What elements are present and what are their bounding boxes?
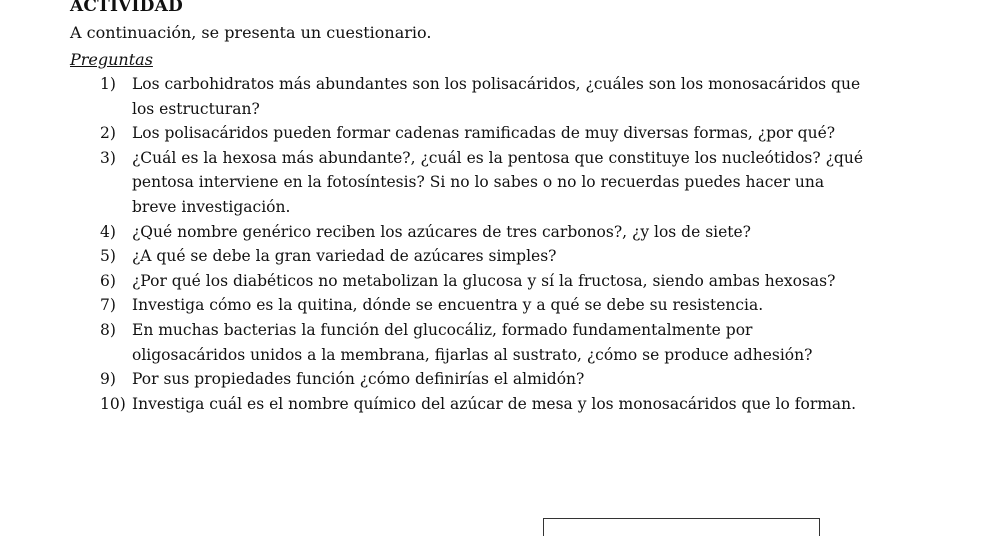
question-text: ¿Cuál es la hexosa más abundante?, ¿cuál es la pentosa que constituye los nucleótidos? ¿qué pentosa interviene en la fotosíntesis? Si no lo sabes o no lo recuerdas puedes hacer una breve investigación. (132, 148, 864, 216)
question-text: Los carbohidratos más abundantes son los polisacáridos, ¿cuáles son los monosacáridos que los estructuran? (132, 75, 861, 118)
question-number: 9) (100, 370, 116, 389)
question-item (100, 392, 870, 417)
question-number: 8) (100, 320, 116, 339)
questions-list (100, 72, 870, 416)
question-text: Investiga cuál es el nombre químico del azúcar de mesa y los monosacáridos que lo forman. (132, 394, 857, 413)
questions-section-label: Preguntas (70, 50, 153, 69)
question-item (100, 269, 870, 294)
activity-heading: ACTIVIDAD (70, 0, 183, 16)
question-item (100, 293, 870, 318)
question-text: ¿Qué nombre genérico reciben los azúcares de tres carbonos?, ¿y los de siete? (132, 222, 751, 241)
question-number: 2) (100, 124, 116, 143)
question-number: 6) (100, 271, 116, 290)
answer-box (543, 518, 820, 536)
question-text: Los polisacáridos pueden formar cadenas ramificadas de muy diversas formas, ¿por qué? (132, 124, 836, 143)
question-item (100, 72, 870, 121)
question-number: 5) (100, 247, 116, 266)
question-number: 4) (100, 222, 116, 241)
question-number: 1) (100, 75, 116, 93)
question-text: Investiga cómo es la quitina, dónde se encuentra y a qué se debe su resistencia. (132, 296, 764, 315)
question-number: 3) (100, 148, 116, 167)
question-text: ¿A qué se debe la gran variedad de azúcares simples? (132, 247, 557, 266)
question-item (100, 146, 870, 220)
activity-intro: A continuación, se presenta un cuestionario. (70, 23, 432, 42)
question-number: 10) (100, 394, 126, 413)
question-text: En muchas bacterias la función del glucocáliz, formado fundamentalmente por oligosacáridos unidos a la membrana, fijarlas al sustrato, ¿cómo se produce adhesión? (132, 320, 813, 364)
question-number: 7) (100, 296, 116, 315)
question-item (100, 244, 870, 269)
question-item (100, 318, 870, 367)
question-item (100, 367, 870, 392)
question-item (100, 121, 870, 146)
question-item (100, 220, 870, 245)
question-text: Por sus propiedades función ¿cómo definirías el almidón? (132, 370, 585, 389)
question-text: ¿Por qué los diabéticos no metabolizan la glucosa y sí la fructosa, siendo ambas hexosas? (132, 271, 836, 290)
